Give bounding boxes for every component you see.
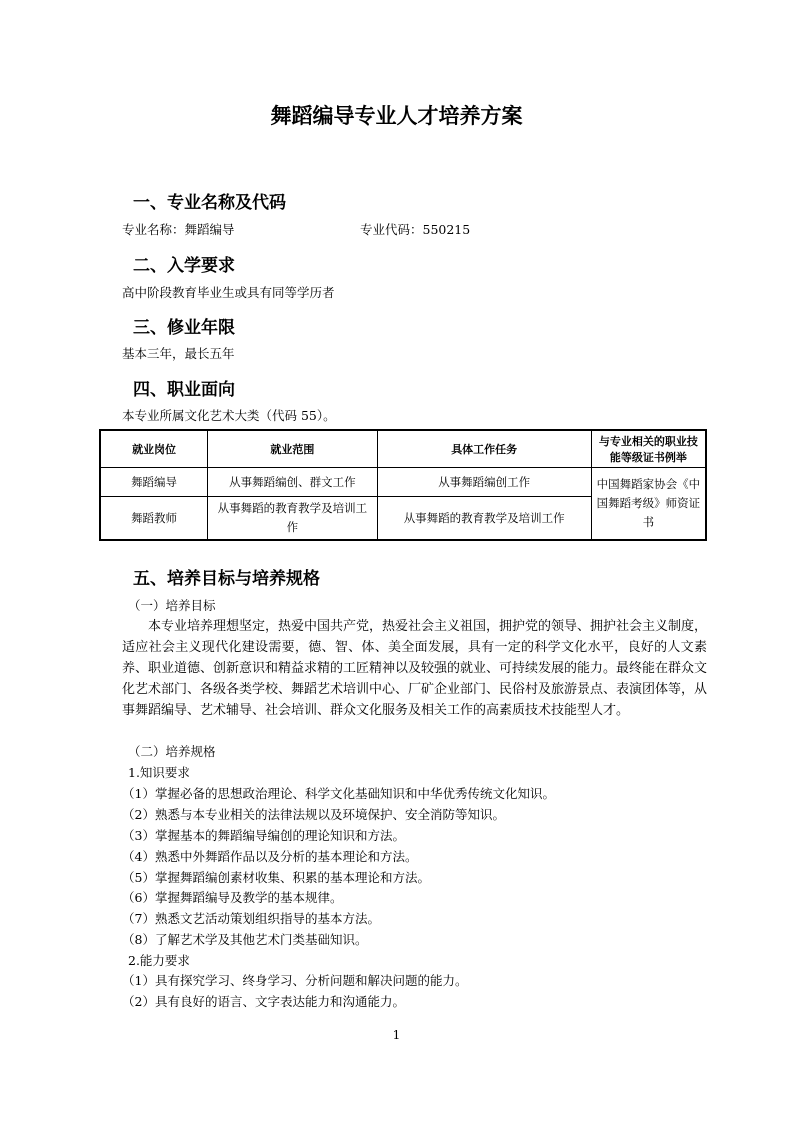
career-table: [99, 429, 707, 541]
section-3-heading: 三、修业年限: [133, 318, 235, 338]
table-header: 就业范围: [208, 430, 377, 468]
table-header: 就业岗位: [100, 430, 208, 468]
table-cell: 从事舞蹈编创工作: [377, 468, 591, 497]
list-item: （1）掌握必备的思想政治理论、科学文化基础知识和中华优秀传统文化知识。: [122, 786, 555, 801]
goal-heading: （一）培养目标: [128, 598, 216, 613]
list-item: （2）具有良好的语言、文字表达能力和沟通能力。: [122, 994, 405, 1009]
table-row: [100, 468, 706, 497]
list-item: （2）熟悉与本专业相关的法律法规以及环境保护、安全消防等知识。: [122, 807, 505, 822]
list-item: （7）熟悉文艺活动策划组织指导的基本方法。: [122, 911, 380, 926]
table-cell: 从事舞蹈的教育教学及培训工作: [208, 497, 377, 541]
goal-paragraph: 本专业培养理想坚定，热爱中国共产党，热爱社会主义祖国，拥护党的领导、拥护社会主义制度，适应社会主义现代化建设需要，德、智、体、美全面发展，具有一定的科学文化水平，良好的人文素养、职业道德、创新意识和精益求精的工匠精神以及较强的就业、可持续发展的能力。最终能在群众文化艺术部门、各级各类学校、舞蹈艺术培训中心、厂矿企业部门、民俗村及旅游景点、表演团体等，从事舞蹈编导、艺术辅导、社会培训、群众文化服务及相关工作的高素质技术技能型人才。: [122, 619, 708, 718]
list-item: （8）了解艺术学及其他艺术门类基础知识。: [122, 932, 368, 947]
section-2-heading: 二、入学要求: [133, 256, 235, 276]
section-1-heading: 一、专业名称及代码: [133, 193, 286, 213]
table-header: 具体工作任务: [377, 430, 591, 468]
duration-text: 基本三年，最长五年: [122, 346, 235, 361]
page-number: 1: [392, 1028, 401, 1042]
list-item: （1）具有探究学习、终身学习、分析问题和解决问题的能力。: [122, 973, 468, 988]
knowledge-heading: 1.知识要求: [128, 765, 190, 780]
table-cell: 从事舞蹈的教育教学及培训工作: [377, 497, 591, 541]
section-4-heading: 四、职业面向: [133, 380, 235, 400]
list-item: （4）熟悉中外舞蹈作品以及分析的基本理论和方法。: [122, 849, 418, 864]
table-cell: 舞蹈教师: [100, 497, 208, 541]
table-header: 与专业相关的职业技能等级证书例举: [591, 430, 706, 468]
certificate-cell: 中国舞蹈家协会《中国舞蹈考级》师资证书: [591, 468, 706, 541]
list-item: （5）掌握舞蹈编创素材收集、积累的基本理论和方法。: [122, 870, 430, 885]
category-intro: 本专业所属文化艺术大类（代码 55）。: [122, 408, 336, 423]
document-title: 舞蹈编导专业人才培养方案: [270, 104, 523, 128]
major-code: 专业代码：550215: [360, 222, 471, 237]
admission-text: 高中阶段教育毕业生或具有同等学历者: [122, 285, 335, 300]
list-item: （3）掌握基本的舞蹈编导编创的理论知识和方法。: [122, 828, 405, 843]
table-header-row: [100, 430, 706, 468]
list-item: （6）掌握舞蹈编导及教学的基本规律。: [122, 890, 343, 905]
table-cell: 舞蹈编导: [100, 468, 208, 497]
major-name: 专业名称：舞蹈编导: [122, 222, 235, 237]
spec-heading: （二）培养规格: [128, 744, 216, 759]
section-5-heading: 五、培养目标与培养规格: [133, 569, 320, 589]
ability-heading: 2.能力要求: [128, 953, 190, 968]
table-cell: 从事舞蹈编创、群文工作: [208, 468, 377, 497]
